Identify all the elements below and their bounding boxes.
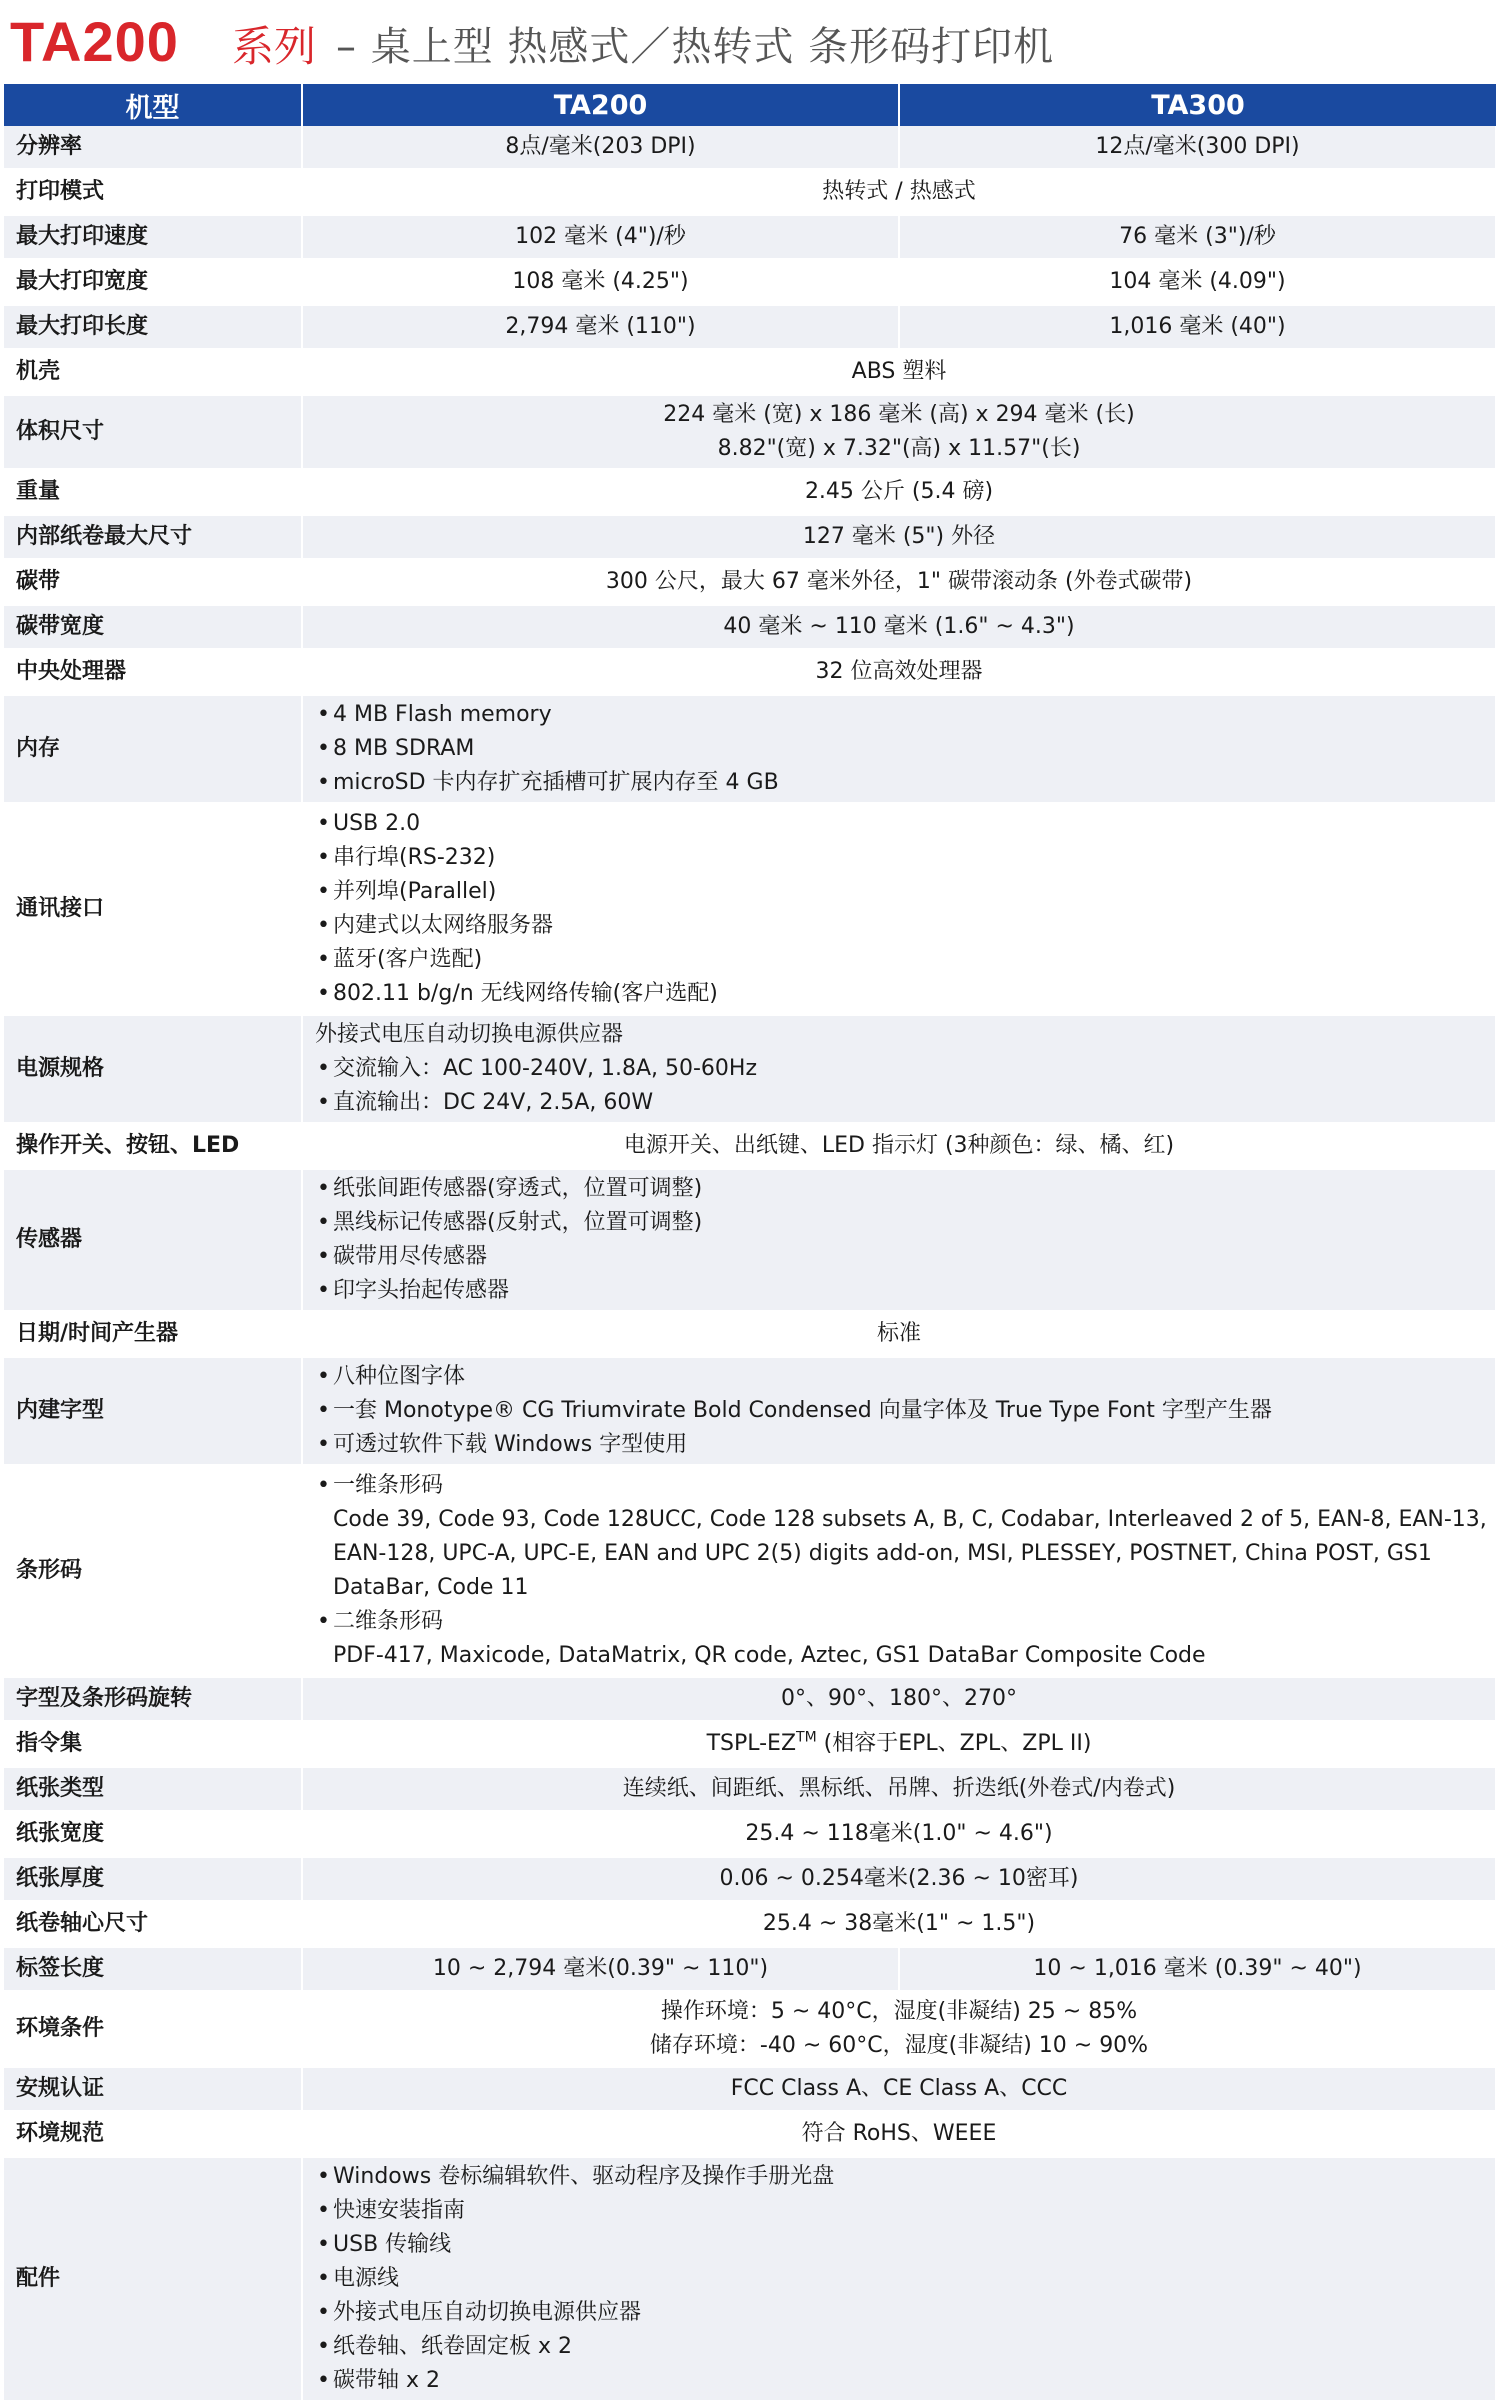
ta300-value: 1,016 毫米 (40") xyxy=(899,305,1496,350)
series-label: 系列 xyxy=(232,22,317,71)
row-roll-size xyxy=(4,515,1496,560)
shared-value: 25.4 ~ 38毫米(1" ~ 1.5") xyxy=(302,1902,1496,1947)
trademark-mark: TM xyxy=(796,1729,817,1746)
list-item: • 并列埠(Parallel) xyxy=(315,875,1487,909)
row-interface xyxy=(4,804,1496,1015)
list-item: • 8 MB SDRAM xyxy=(315,732,1487,766)
row-core-size xyxy=(4,1902,1496,1947)
row-label: 分辨率 xyxy=(4,126,302,170)
shared-value xyxy=(302,695,1496,804)
row-label: 最大打印速度 xyxy=(4,215,302,260)
bullet-list xyxy=(315,1172,1487,1308)
row-label: 体积尺寸 xyxy=(4,395,302,470)
bullet-list xyxy=(315,807,1487,1011)
dimensions-imperial: 8.82"(宽) x 7.32"(高) x 11.57"(长) xyxy=(717,436,1081,461)
row-label: 最大打印长度 xyxy=(4,305,302,350)
row-cpu xyxy=(4,650,1496,695)
bullet-list xyxy=(315,1605,1487,1639)
shared-value: 40 毫米 ~ 110 毫米 (1.6" ~ 4.3") xyxy=(302,605,1496,650)
row-barcodes xyxy=(4,1466,1496,1677)
row-label: 内建字型 xyxy=(4,1357,302,1466)
row-print-mode xyxy=(4,170,1496,215)
product-description: – 桌上型 热感式／热转式 条形码打印机 xyxy=(336,24,1055,70)
row-label: 日期/时间产生器 xyxy=(4,1312,302,1357)
row-label: 电源规格 xyxy=(4,1015,302,1124)
bullet-list xyxy=(315,1469,1487,1503)
list-item: • 纸卷轴、纸卷固定板 x 2 xyxy=(315,2330,1487,2364)
ta200-value: 108 毫米 (4.25") xyxy=(302,260,899,305)
row-command-set xyxy=(4,1722,1496,1767)
shared-value: 符合 RoHS、WEEE xyxy=(302,2112,1496,2157)
row-label: 纸张类型 xyxy=(4,1767,302,1812)
row-controls xyxy=(4,1124,1496,1169)
list-item: • 黑线标记传感器(反射式，位置可调整) xyxy=(315,1206,1487,1240)
shared-value: 0.06 ~ 0.254毫米(2.36 ~ 10密耳) xyxy=(302,1857,1496,1902)
row-certification xyxy=(4,2067,1496,2112)
row-label: 条形码 xyxy=(4,1466,302,1677)
row-max-speed xyxy=(4,215,1496,260)
list-item: • 纸张间距传感器(穿透式，位置可调整) xyxy=(315,1172,1487,1206)
list-item: • microSD 卡内存扩充插槽可扩展内存至 4 GB xyxy=(315,766,1487,800)
shared-value: 热转式 / 热感式 xyxy=(302,170,1496,215)
row-weight xyxy=(4,470,1496,515)
row-label: 打印模式 xyxy=(4,170,302,215)
shared-value xyxy=(302,2157,1496,2402)
ta200-value: 102 毫米 (4")/秒 xyxy=(302,215,899,260)
list-item: • 内建式以太网络服务器 xyxy=(315,909,1487,943)
dimensions-metric: 224 毫米 (宽) x 186 毫米 (高) x 294 毫米 (长) xyxy=(663,402,1135,427)
bullet-list xyxy=(315,698,1487,800)
shared-value xyxy=(302,1169,1496,1312)
row-housing xyxy=(4,350,1496,395)
list-item: • 碳带轴 x 2 xyxy=(315,2364,1487,2398)
list-item: • 4 MB Flash memory xyxy=(315,698,1487,732)
spec-table xyxy=(4,84,1497,2403)
list-item: • 外接式电压自动切换电源供应器 xyxy=(315,2296,1487,2330)
list-item: • 八种位图字体 xyxy=(315,1360,1487,1394)
row-power xyxy=(4,1015,1496,1124)
row-label: 传感器 xyxy=(4,1169,302,1312)
row-label: 纸卷轴心尺寸 xyxy=(4,1902,302,1947)
row-rotation xyxy=(4,1677,1496,1722)
shared-value: 300 公尺，最大 67 毫米外径，1" 碳带滚动条 (外卷式碳带) xyxy=(302,560,1496,605)
row-media-width xyxy=(4,1812,1496,1857)
shared-value: 连续纸、间距纸、黑标纸、吊牌、折迭纸(外卷式/内卷式) xyxy=(302,1767,1496,1812)
row-label: 标签长度 xyxy=(4,1947,302,1992)
row-label: 最大打印宽度 xyxy=(4,260,302,305)
page-header xyxy=(0,0,1500,84)
shared-value: 标准 xyxy=(302,1312,1496,1357)
row-label: 碳带 xyxy=(4,560,302,605)
bullet-list xyxy=(315,2160,1487,2398)
row-label: 操作开关、按钮、LED xyxy=(4,1124,302,1169)
shared-value: 25.4 ~ 118毫米(1.0" ~ 4.6") xyxy=(302,1812,1496,1857)
header-ta200: TA200 xyxy=(302,84,899,126)
list-item: • 直流输出：DC 24V, 2.5A, 60W xyxy=(315,1086,1487,1120)
row-ribbon xyxy=(4,560,1496,605)
shared-value xyxy=(302,395,1496,470)
list-item: • USB 2.0 xyxy=(315,807,1487,841)
list-item: • 可透过软件下载 Windows 字型使用 xyxy=(315,1428,1487,1462)
list-item: • 一套 Monotype® CG Triumvirate Bold Condensed 向量字体及 True Type Font 字型产生器 xyxy=(315,1394,1487,1428)
shared-value: 2.45 公斤 (5.4 磅) xyxy=(302,470,1496,515)
row-label: 纸张宽度 xyxy=(4,1812,302,1857)
command-set-name: TSPL-EZ xyxy=(706,1731,797,1756)
row-accessories xyxy=(4,2157,1496,2402)
command-set-compat: (相容于EPL、ZPL、ZPL II) xyxy=(816,1731,1092,1756)
ta200-value: 8点/毫米(203 DPI) xyxy=(302,126,899,170)
ta200-value: 2,794 毫米 (110") xyxy=(302,305,899,350)
row-label: 内部纸卷最大尺寸 xyxy=(4,515,302,560)
shared-value xyxy=(302,1466,1496,1677)
list-item: • 一维条形码 xyxy=(315,1469,1487,1503)
row-label: 内存 xyxy=(4,695,302,804)
row-fonts xyxy=(4,1357,1496,1466)
row-dimensions xyxy=(4,395,1496,470)
operating-environment: 操作环境：5 ~ 40°C，湿度(非凝结) 25 ~ 85% xyxy=(660,1999,1138,2024)
row-label: 指令集 xyxy=(4,1722,302,1767)
row-memory xyxy=(4,695,1496,804)
shared-value: ABS 塑料 xyxy=(302,350,1496,395)
power-intro: 外接式电压自动切换电源供应器 xyxy=(315,1022,624,1047)
product-model-title: TA200 xyxy=(10,10,179,73)
row-label: 安规认证 xyxy=(4,2067,302,2112)
ta200-value: 10 ~ 2,794 毫米(0.39" ~ 110") xyxy=(302,1947,899,1992)
list-item: • 电源线 xyxy=(315,2262,1487,2296)
shared-value xyxy=(302,804,1496,1015)
storage-environment: 储存环境：-40 ~ 60°C，湿度(非凝结) 10 ~ 90% xyxy=(649,2033,1149,2058)
row-label: 重量 xyxy=(4,470,302,515)
shared-value xyxy=(302,1015,1496,1124)
ta300-value: 10 ~ 1,016 毫米 (0.39" ~ 40") xyxy=(899,1947,1496,1992)
shared-value: 32 位高效处理器 xyxy=(302,650,1496,695)
row-media-thickness xyxy=(4,1857,1496,1902)
shared-value: 电源开关、出纸键、LED 指示灯 (3种颜色：绿、橘、红) xyxy=(302,1124,1496,1169)
bullet-list xyxy=(315,1360,1487,1462)
shared-value xyxy=(302,1357,1496,1466)
list-item: • Windows 卷标编辑软件、驱动程序及操作手册光盘 xyxy=(315,2160,1487,2194)
row-compliance xyxy=(4,2112,1496,2157)
row-label: 碳带宽度 xyxy=(4,605,302,650)
row-label: 配件 xyxy=(4,2157,302,2402)
row-resolution xyxy=(4,126,1496,170)
bullet-list xyxy=(315,1052,1487,1120)
ta300-value: 104 毫米 (4.09") xyxy=(899,260,1496,305)
row-label: 字型及条形码旋转 xyxy=(4,1677,302,1722)
two-d-barcode-list: PDF-417, Maxicode, DataMatrix, QR code, Aztec, GS1 DataBar Composite Code xyxy=(333,1643,1206,1668)
list-item: • 串行埠(RS-232) xyxy=(315,841,1487,875)
ta300-value: 76 毫米 (3")/秒 xyxy=(899,215,1496,260)
row-max-length xyxy=(4,305,1496,350)
row-label-length xyxy=(4,1947,1496,1992)
header-ta300: TA300 xyxy=(899,84,1496,126)
row-label: 纸张厚度 xyxy=(4,1857,302,1902)
list-item: • 二维条形码 xyxy=(315,1605,1487,1639)
shared-value xyxy=(302,1722,1496,1767)
row-label: 环境条件 xyxy=(4,1992,302,2067)
row-media-type xyxy=(4,1767,1496,1812)
list-item: • 碳带用尽传感器 xyxy=(315,1240,1487,1274)
row-label: 通讯接口 xyxy=(4,804,302,1015)
shared-value: 0°、90°、180°、270° xyxy=(302,1677,1496,1722)
list-item: • 交流输入：AC 100-240V, 1.8A, 50-60Hz xyxy=(315,1052,1487,1086)
row-max-width xyxy=(4,260,1496,305)
header-model: 机型 xyxy=(4,84,302,126)
table-header-row xyxy=(4,84,1496,126)
shared-value xyxy=(302,1992,1496,2067)
row-sensors xyxy=(4,1169,1496,1312)
row-rtc xyxy=(4,1312,1496,1357)
row-environment xyxy=(4,1992,1496,2067)
shared-value: 127 毫米 (5") 外径 xyxy=(302,515,1496,560)
list-item: • 印字头抬起传感器 xyxy=(315,1274,1487,1308)
row-ribbon-width xyxy=(4,605,1496,650)
list-item: • 快速安装指南 xyxy=(315,2194,1487,2228)
list-item: • 蓝牙(客户选配) xyxy=(315,943,1487,977)
one-d-barcode-list: Code 39, Code 93, Code 128UCC, Code 128 subsets A, B, C, Codabar, Interleaved 2 of 5, EAN-8, EAN-13, EAN-128, UPC-A, UPC-E, EAN and UPC 2(5) digits add-on, MSI, PLESSEY, POSTNET, China POST, GS1 DataBar, Code 11 xyxy=(333,1507,1487,1600)
list-item: • USB 传输线 xyxy=(315,2228,1487,2262)
shared-value: FCC Class A、CE Class A、CCC xyxy=(302,2067,1496,2112)
ta300-value: 12点/毫米(300 DPI) xyxy=(899,126,1496,170)
row-label: 中央处理器 xyxy=(4,650,302,695)
list-item: • 802.11 b/g/n 无线网络传输(客户选配) xyxy=(315,977,1487,1011)
row-label: 环境规范 xyxy=(4,2112,302,2157)
row-label: 机壳 xyxy=(4,350,302,395)
